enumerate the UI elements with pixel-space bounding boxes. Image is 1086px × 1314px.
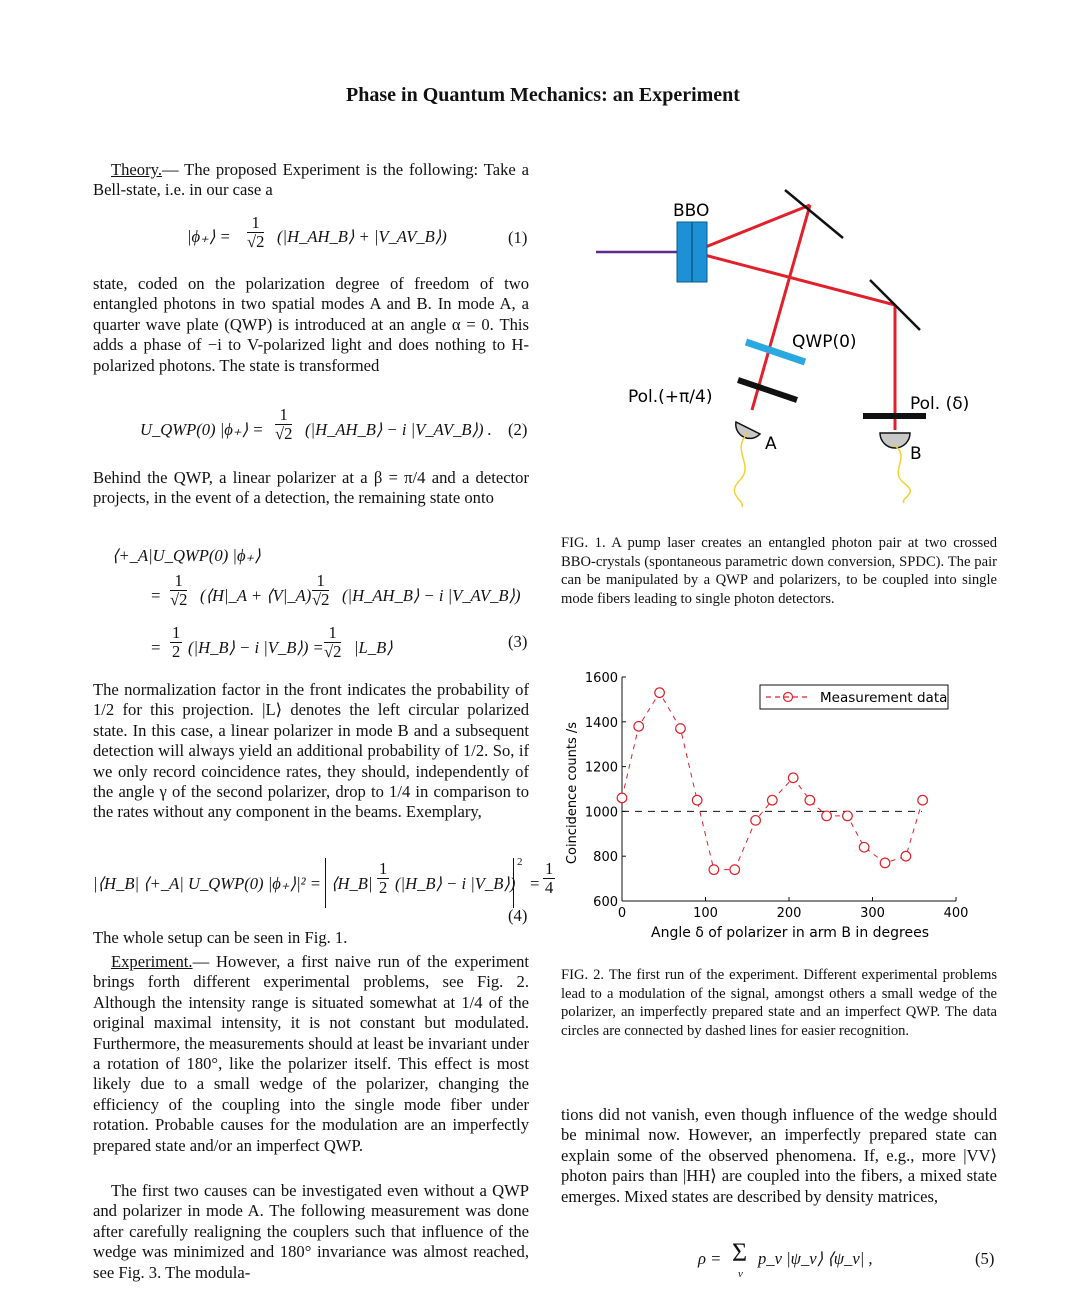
bbo-label: BBO <box>673 201 710 221</box>
x-tick-label: 200 <box>776 906 802 921</box>
detector-b-label: B <box>910 444 922 464</box>
paragraph-7: The first two causes can be investigated even without a QWP and polarizer in mode A. The following measurement was done after carefully realigning the couplers such that influence of the wedge was minimized and 180° invariance was almost reached, see Fig. 3. The modula- <box>93 1181 529 1282</box>
chart-legend <box>760 685 948 709</box>
y-tick-label: 800 <box>593 850 618 866</box>
x-tick-label: 0 <box>617 906 627 921</box>
series-line <box>622 693 923 870</box>
fiber-a <box>734 433 748 507</box>
chart-series <box>617 688 927 875</box>
pol-a-label: Pol.(+π/4) <box>628 387 713 407</box>
detector-a <box>736 422 760 438</box>
eq2-frac: $\frac{1}{√2}$ <box>275 405 293 443</box>
eq5-lhs: ρ = <box>698 1249 722 1268</box>
eq2-lhs: U_QWP(0) |ϕ₊⟩ = <box>140 420 264 439</box>
beam-mode-a <box>752 205 810 410</box>
figure-1-setup <box>560 185 1000 515</box>
paragraph-2: state, coded on the polarization degree of freedom of two entangled photons in two spatial modes A and B. In mode A, a quarter wave plate (QWP) is introduced at an angle α = 0. This adds a phase of −i to V-polarized light and does nothing to H-polarized photons. The state is transformed <box>93 274 529 375</box>
y-tick-label: 1600 <box>584 671 618 686</box>
equation-3: ⟨+_A|U_QWP(0) |ϕ₊⟩ = $\frac{1}{√2}$ (⟨H|_A + ⟨V|_A) $\frac{1}{√2}$ (|H_AH_B⟩ − i |V_AV_B⟩) = $\frac{1}{2}$ (|H_B⟩ − i |V_B⟩) = $\frac{1}{√2}$ |L_B⟩ <box>112 546 521 661</box>
y-tick-label: 1200 <box>584 760 618 776</box>
eq2-rhs: (|H_AH_B⟩ − i |V_AV_B⟩) . <box>305 420 492 439</box>
data-point <box>859 842 869 852</box>
paragraph-4: The normalization factor in the front indicates the probability of 1/2 for this projection. |L⟩ denotes the left circular polarized state. In this case, a linear polarizer in mode B and a subsequent detection will always yield an additional probability of 1/2. So, if we only record coincidence rates, they should, independently of the angle γ of the second polarizer, drop to 1/4 in comparison to the rates without any component in the beams. Exemplary, <box>93 680 529 822</box>
eq3-line2-mid: (⟨H|_A + ⟨V|_A) <box>200 586 312 605</box>
data-point <box>692 795 702 805</box>
eq4-number: (4) <box>508 906 528 925</box>
eq5-sub: ν <box>738 1268 743 1280</box>
eq3-line3-rhs: |L_B⟩ <box>354 638 393 657</box>
data-point <box>634 721 644 731</box>
data-point <box>768 795 778 805</box>
eq5-sigma: Σ <box>732 1238 748 1267</box>
mirror-1 <box>785 190 843 238</box>
legend-label: Measurement data <box>820 690 948 706</box>
data-point <box>709 865 719 875</box>
data-point <box>901 851 911 861</box>
eq1-frac: $\frac{1}{√2}$ <box>247 213 265 251</box>
experiment-paragraph: Experiment.— However, a first naive run of the experiment brings forth different experimental problems, see Fig. 2. Although the intensity range is situated somewhat at 1/4 of the original maximal intensity, it is not constant but modulated. Furthermore, the measurements should at least be invariant under a rotation of 180°, like the polarizer itself. This effect is most likely due to a small wedge of the polarizer, changing the efficiency of the coupling into the single mode fiber under rotation. Probable causes for the modulation are an imperfectly prepared state and/or an imperfect QWP. <box>93 952 529 1155</box>
qwp-label: QWP(0) <box>792 332 857 352</box>
page-title: Phase in Quantum Mechanics: an Experiment <box>346 84 740 106</box>
eq5-rhs: p_ν |ψ_ν⟩ ⟨ψ_ν| , <box>758 1249 873 1268</box>
theory-label: Theory. <box>111 160 162 179</box>
eq3-line3-eq: = <box>150 638 162 657</box>
y-tick-label: 1000 <box>584 805 618 821</box>
x-tick-label: 100 <box>693 906 718 921</box>
eq4-mid: ⟨H_B| <box>331 874 373 893</box>
eq3-line3-mid: (|H_B⟩ − i |V_B⟩) = <box>188 638 324 657</box>
pol-b-label: Pol. (δ) <box>910 394 970 414</box>
data-point <box>918 795 928 805</box>
experiment-label: Experiment. <box>111 952 193 971</box>
data-point <box>655 688 665 698</box>
x-tick-label: 300 <box>860 906 885 921</box>
data-point <box>730 865 740 875</box>
eq2-number: (2) <box>508 420 528 439</box>
data-point <box>822 811 832 821</box>
data-point <box>843 811 853 821</box>
eq4-mid2: (|H_B⟩ − i |V_B⟩) <box>395 874 516 893</box>
data-point <box>676 724 686 734</box>
data-point <box>788 773 798 783</box>
figure-2-chart <box>560 665 1000 945</box>
polarizer-a <box>738 380 797 400</box>
eq3-number: (3) <box>508 632 528 651</box>
chart-x-label: Angle δ of polarizer in arm B in degrees <box>651 925 929 941</box>
eq1-lhs: |ϕ₊⟩ = <box>187 227 231 246</box>
right-paragraph: tions did not vanish, even though influence of the wedge should be minimal now. However, an imperfectly prepared state can explain some of the observed phenomena. If, e.g., more |VV⟩ photon pairs than |HH⟩ are coupled into the fibers, a mixed state emerges. Mixed states are described by density matrices, <box>561 1105 997 1206</box>
figure-1-caption: FIG. 1. A pump laser creates an entangled photon pair at two crossed BBO-crystals (spontaneous parametric down conversion, SPDC). The pair can be manipulated by a QWP and polarizers, to be coupled into single mode fibers leading to single photon detectors. <box>561 535 997 607</box>
equation-5 <box>698 1240 898 1290</box>
equation-2 <box>140 406 500 452</box>
data-point <box>880 858 890 868</box>
data-point <box>805 795 815 805</box>
y-tick-label: 1400 <box>584 715 618 731</box>
y-tick-label: 600 <box>593 895 618 910</box>
paragraph-5: The whole setup can be seen in Fig. 1. <box>93 928 348 947</box>
detector-a-label: A <box>765 434 777 454</box>
theory-paragraph <box>93 160 529 201</box>
x-tick-label: 400 <box>943 906 969 921</box>
equation-4: |⟨H_B| ⟨+_A| U_QWP(0) |ϕ₊⟩|² = ⟨H_B| $\frac{1}{2}$ (|H_B⟩ − i |V_B⟩) 2 = $\frac{1}{4}$ <box>93 856 563 912</box>
theory-text: — The proposed Experiment is the following: Take a Bell-state, i.e. in our case a <box>93 160 529 200</box>
equation-1 <box>187 214 487 260</box>
data-point <box>617 793 627 803</box>
beam-upper <box>693 205 810 252</box>
eq3-line2-rhs: (|H_AH_B⟩ − i |V_AV_B⟩) <box>342 586 521 605</box>
eq1-number: (1) <box>508 228 528 247</box>
chart-y-label: Coincidence counts /s <box>565 721 580 865</box>
figure-2-caption: FIG. 2. The first run of the experiment. Different experimental problems lead to a modulation of the signal, amongst others a small wedge of the polarizer, an imperfectly prepared state and an imperfect QWP. The data circles are connected by dashed lines for easier recognition. <box>561 967 997 1039</box>
eq3-line1: ⟨+_A|U_QWP(0) |ϕ₊⟩ <box>112 546 261 565</box>
data-point <box>751 816 761 826</box>
eq5-number: (5) <box>975 1249 995 1268</box>
eq4-rhs: = <box>529 874 541 893</box>
paragraph-3: Behind the QWP, a linear polarizer at a β = π/4 and a detector projects, in the event of a detection, the remaining state onto <box>93 468 529 508</box>
eq4-lhs: |⟨H_B| ⟨+_A| U_QWP(0) |ϕ₊⟩|² = <box>93 874 321 893</box>
eq3-line2-eq: = <box>150 586 162 605</box>
eq1-rhs: (|H_AH_B⟩ + |V_AV_B⟩) <box>277 227 447 246</box>
fiber-b <box>894 445 910 503</box>
